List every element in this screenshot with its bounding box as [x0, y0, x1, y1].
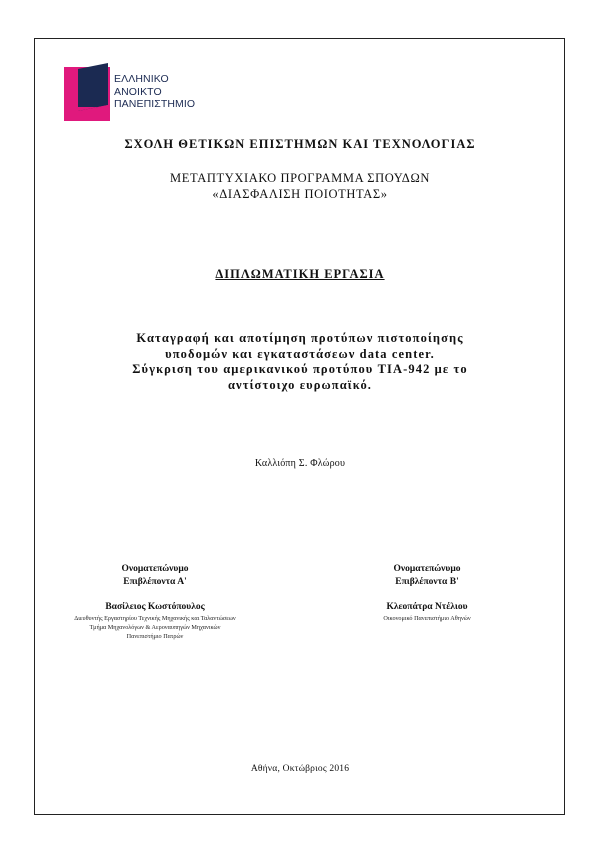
supervisor-a-role — [60, 563, 250, 589]
supervisor-a-aff-line-1: Διευθυντής Εργαστηρίου Τεχνικής Μηχανικής και Ταλαντώσεων — [74, 615, 236, 622]
logo-line-3: ΠΑΝΕΠΙΣΤΗΜΙΟ — [114, 98, 196, 110]
author-name: Καλλιόπη Σ. Φλώρου — [254, 458, 346, 469]
logo-text — [114, 73, 195, 111]
program-line-1: ΜΕΤΑΠΤΥΧΙΑΚΟ ΠΡΟΓΡΑΜΜΑ ΣΠΟΥΔΩΝ — [170, 171, 430, 185]
supervisor-a-aff-line-3: Πανεπιστήμιο Πατρών — [126, 633, 184, 640]
supervisor-a-affiliation — [30, 614, 280, 641]
logo-line-2: ΑΝΟΙΚΤΟ — [114, 85, 162, 98]
page-border — [34, 38, 565, 815]
document-type-label: ΔΙΠΛΩΜΑΤΙΚΗ ΕΡΓΑΣΙΑ — [215, 267, 385, 281]
supervisor-a-name: Βασίλειος Κωστόπουλος — [105, 602, 205, 612]
supervisor-b-name: Κλεοπάτρα Ντέλιου — [386, 602, 468, 612]
supervisor-b-role-line-2: Επιβλέποντα Β' — [395, 577, 459, 587]
program-line-2: «ΔΙΑΣΦΑΛΙΣΗ ΠΟΙΟΤΗΤΑΣ» — [212, 187, 388, 201]
title-line-3: Σύγκριση του αμερικανικού προτύπου TIA-942 με το — [132, 362, 468, 376]
title-line-2: υποδομών και εγκαταστάσεων data center. — [165, 346, 435, 361]
supervisor-b-aff-line-1: Οικονομικό Πανεπιστήμιο Αθηνών — [383, 615, 471, 622]
university-logo — [62, 63, 212, 123]
logo-mark-icon — [62, 63, 112, 123]
place-date: Αθήνα, Οκτώβριος 2016 — [250, 764, 350, 774]
program-name — [0, 170, 600, 202]
supervisor-b-affiliation — [302, 614, 552, 623]
document-type — [0, 267, 600, 282]
logo-line-1: ΕΛΛΗΝΙΚΟ — [114, 73, 169, 85]
school-name: ΣΧΟΛΗ ΘΕΤΙΚΩΝ ΕΠΙΣΤΗΜΩΝ ΚΑΙ ΤΕΧΝΟΛΟΓΙΑΣ — [124, 137, 476, 151]
supervisor-a-role-line-1: Ονοματεπώνυμο — [121, 564, 189, 574]
supervisor-b-role — [332, 563, 522, 589]
title-line-4: αντίστοιχο ευρωπαϊκό. — [227, 377, 373, 392]
supervisor-b-role-line-1: Ονοματεπώνυμο — [393, 564, 461, 574]
supervisor-a-aff-line-2: Τμήμα Μηχανολόγων & Αεροναυπηγών Μηχανικών — [89, 624, 221, 631]
thesis-title — [0, 331, 600, 393]
title-line-1: Καταγραφή και αποτίμηση προτύπων πιστοποίησης — [136, 331, 464, 345]
supervisor-a-role-line-2: Επιβλέποντα Α' — [123, 577, 187, 587]
